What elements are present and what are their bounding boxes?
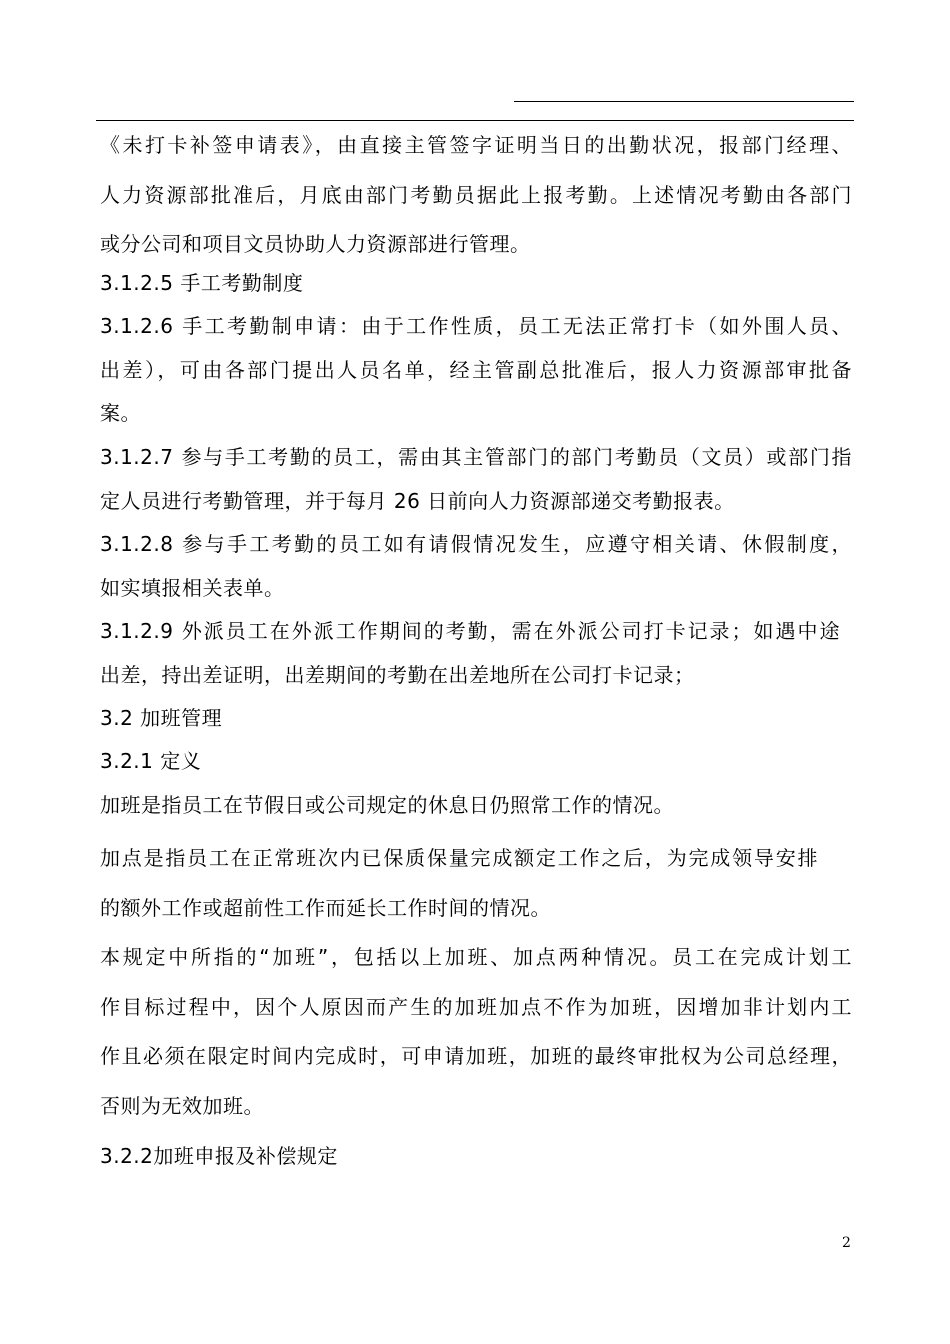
text-line: 3.1.2.7 参与手工考勤的员工，需由其主管部门的部门考勤员（文员）或部门指 bbox=[100, 445, 852, 469]
header-rule-short bbox=[514, 101, 854, 102]
text-line: 出差），可由各部门提出人员名单，经主管副总批准后，报人力资源部审批备 bbox=[100, 358, 852, 382]
text-line: 否则为无效加班。 bbox=[100, 1094, 264, 1118]
page-number: 2 bbox=[842, 1235, 851, 1251]
text-line: 或分公司和项目文员协助人力资源部进行管理。 bbox=[100, 232, 531, 256]
section-heading: 3.2.2加班申报及补偿规定 bbox=[100, 1144, 338, 1168]
text-line: 出差，持出差证明，出差期间的考勤在出差地所在公司打卡记录； bbox=[100, 663, 695, 687]
text-line: 作目标过程中，因个人原因而产生的加班加点不作为加班，因增加非计划内工 bbox=[100, 995, 852, 1019]
text-line: 案。 bbox=[100, 401, 141, 425]
text-line: 作且必须在限定时间内完成时，可申请加班，加班的最终审批权为公司总经理， bbox=[100, 1044, 852, 1068]
text-line: 如实填报相关表单。 bbox=[100, 576, 285, 600]
text-line: 本规定中所指的“加班”，包括以上加班、加点两种情况。员工在完成计划工 bbox=[100, 945, 852, 969]
text-line: 3.1.2.8 参与手工考勤的员工如有请假情况发生，应遵守相关请、休假制度， bbox=[100, 532, 852, 556]
text-line: 的额外工作或超前性工作而延长工作时间的情况。 bbox=[100, 896, 551, 920]
header-rule bbox=[96, 120, 854, 121]
text-line: 加班是指员工在节假日或公司规定的休息日仍照常工作的情况。 bbox=[100, 793, 674, 817]
text-line: 定人员进行考勤管理，并于每月 26 日前向人力资源部递交考勤报表。 bbox=[100, 489, 735, 513]
text-line: 人力资源部批准后，月底由部门考勤员据此上报考勤。上述情况考勤由各部门 bbox=[100, 183, 852, 207]
text-line: 3.1.2.9 外派员工在外派工作期间的考勤，需在外派公司打卡记录；如遇中途 bbox=[100, 619, 840, 643]
text-line: 《未打卡补签申请表》，由直接主管签字证明当日的出勤状况，报部门经理、 bbox=[100, 133, 852, 157]
section-heading: 3.1.2.5 手工考勤制度 bbox=[100, 271, 304, 295]
section-heading: 3.2 加班管理 bbox=[100, 706, 223, 730]
text-line: 3.1.2.6 手工考勤制申请：由于工作性质，员工无法正常打卡（如外围人员、 bbox=[100, 314, 852, 338]
section-heading: 3.2.1 定义 bbox=[100, 749, 202, 773]
text-line: 加点是指员工在正常班次内已保质保量完成额定工作之后，为完成领导安排 bbox=[100, 846, 818, 870]
